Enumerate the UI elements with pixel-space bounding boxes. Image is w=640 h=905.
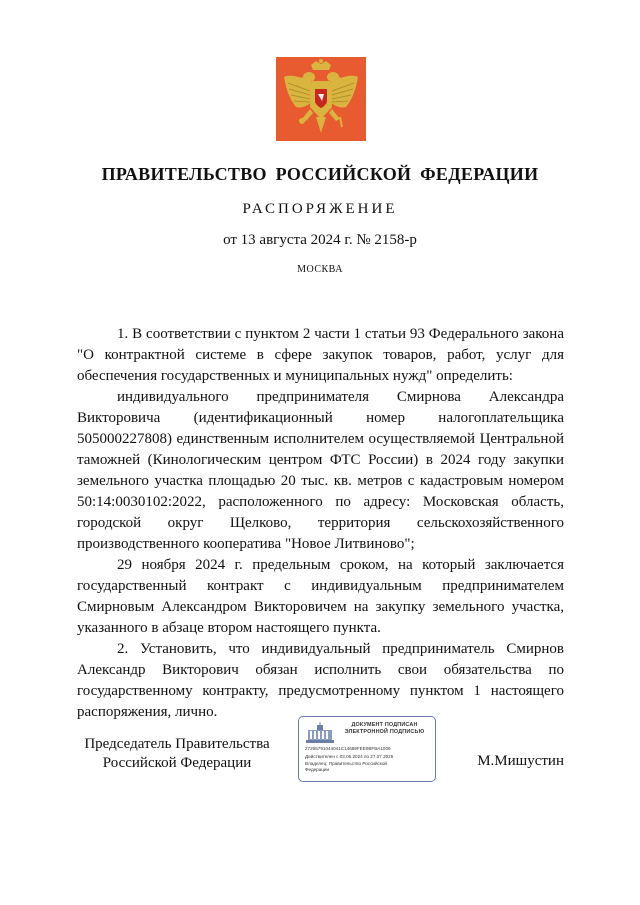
government-building-icon <box>305 722 335 744</box>
russian-coat-of-arms-icon <box>276 57 366 141</box>
stamp-heading-line2: ЭЛЕКТРОННОЙ ПОДПИСЬЮ <box>344 729 425 735</box>
paragraph-executor: индивидуального предпринимателя Смирнова Александра Викторовича (идентификационный номер налогоплательщика 505000227808) единственным исполнителем осуществляемой Центральной таможней (Кинологическим центром ФТС России) в 2024 году закупки земельного участка площадью 20 тыс. кв. метров с кадастровым номером 50:14:0030102:2022, расположенного по адресу: Московская область, городской округ Щелково, территория сельскохозяйственного производственного кооператива "Новое Литвиново"; <box>77 389 564 552</box>
signatory-position <box>77 735 277 773</box>
stamp-certificate: 27265791044041C14689FEE0BFBA1009 <box>305 746 391 751</box>
paragraph-deadline: 29 ноября 2024 г. предельным сроком, на который заключается государственный контракт с индивидуальным предпринимателем Смирновым Александром Викторовичем на закупку земельного участка, указанного в абзаце втором настоящего пункта. <box>77 557 564 636</box>
stamp-heading-line1: ДОКУМЕНТ ПОДПИСАН <box>351 722 418 728</box>
document-date-number: от 13 августа 2024 г. № 2158-р <box>223 232 417 248</box>
stamp-owner-line2: Федерации <box>305 767 330 772</box>
document-title: ПРАВИТЕЛЬСТВО РОССИЙСКОЙ ФЕДЕРАЦИИ <box>101 164 539 184</box>
electronic-signature-stamp <box>298 716 436 782</box>
signatory-position-line1: Председатель Правительства <box>84 736 270 752</box>
signatory-name: М.Мишустин <box>477 753 564 769</box>
stamp-validity: Действителен с 03.05.2024 по 27.07.2025 <box>305 754 394 759</box>
signatory-position-line2: Российской Федерации <box>102 755 252 771</box>
document-body <box>77 324 564 723</box>
paragraph-item-2: 2. Установить, что индивидуальный предприниматель Смирнов Александр Викторович обязан исполнить свои обязательства по государственному контракту, предусмотренному пунктом 1 настоящего распоряжения, лично. <box>77 641 564 720</box>
document-city: МОСКВА <box>297 264 343 275</box>
stamp-heading <box>337 722 432 736</box>
paragraph-item-1: 1. В соответствии с пунктом 2 части 1 статьи 93 Федерального закона "О контрактной системе в сфере закупок товаров, работ, услуг для обеспечения государственных и муниципальных нужд" определить: <box>77 326 564 384</box>
document-type: РАСПОРЯЖЕНИЕ <box>242 201 398 217</box>
stamp-owner-line1: Владелец: Правительство Российской <box>305 761 387 766</box>
